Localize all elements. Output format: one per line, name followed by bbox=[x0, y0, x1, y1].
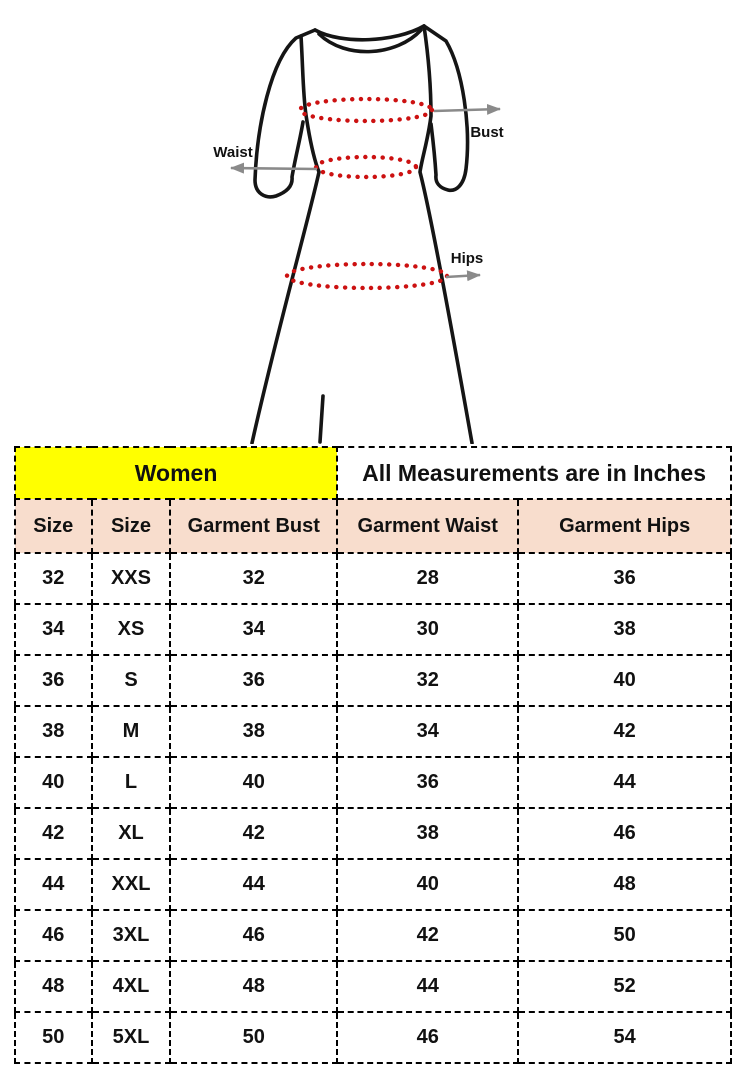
hips-label: Hips bbox=[450, 250, 484, 267]
cell-garment-bust: 46 bbox=[170, 910, 337, 961]
cell-size-letter: S bbox=[92, 655, 171, 706]
cell-garment-waist: 32 bbox=[337, 655, 518, 706]
units-header-cell: All Measurements are in Inches bbox=[337, 447, 731, 499]
right-body-skirt bbox=[420, 26, 472, 443]
cell-size-number: 42 bbox=[15, 808, 92, 859]
cell-garment-waist: 44 bbox=[337, 961, 518, 1012]
cell-size-letter: XL bbox=[92, 808, 171, 859]
cell-garment-bust: 48 bbox=[170, 961, 337, 1012]
cell-size-number: 40 bbox=[15, 757, 92, 808]
cell-garment-hips: 42 bbox=[518, 706, 731, 757]
cell-garment-waist: 36 bbox=[337, 757, 518, 808]
cell-size-letter: 3XL bbox=[92, 910, 171, 961]
cell-size-number: 38 bbox=[15, 706, 92, 757]
dress-diagram-svg bbox=[0, 0, 746, 444]
size-row bbox=[15, 553, 731, 604]
skirt-slit bbox=[320, 396, 323, 442]
cell-garment-hips: 48 bbox=[518, 859, 731, 910]
cell-size-letter: M bbox=[92, 706, 171, 757]
cell-garment-waist: 40 bbox=[337, 859, 518, 910]
women-header-cell: Women bbox=[15, 447, 337, 499]
column-header-size-number: Size bbox=[15, 499, 92, 553]
cell-garment-bust: 40 bbox=[170, 757, 337, 808]
cell-garment-hips: 40 bbox=[518, 655, 731, 706]
hips-measure-line bbox=[287, 264, 447, 288]
cell-garment-hips: 52 bbox=[518, 961, 731, 1012]
size-row bbox=[15, 604, 731, 655]
cell-size-letter: XXS bbox=[92, 553, 171, 604]
bust-measure-line bbox=[300, 99, 432, 121]
cell-size-number: 48 bbox=[15, 961, 92, 1012]
dress-outline bbox=[252, 26, 472, 443]
cell-size-letter: L bbox=[92, 757, 171, 808]
size-chart-table bbox=[14, 446, 732, 1064]
cell-garment-bust: 50 bbox=[170, 1012, 337, 1063]
size-row bbox=[15, 655, 731, 706]
cell-garment-waist: 30 bbox=[337, 604, 518, 655]
size-row bbox=[15, 706, 731, 757]
left-body-skirt bbox=[252, 36, 319, 443]
size-row bbox=[15, 808, 731, 859]
waist-measure-line bbox=[316, 157, 416, 177]
cell-garment-bust: 36 bbox=[170, 655, 337, 706]
cell-size-number: 50 bbox=[15, 1012, 92, 1063]
cell-garment-bust: 44 bbox=[170, 859, 337, 910]
cell-garment-waist: 46 bbox=[337, 1012, 518, 1063]
cell-size-letter: 5XL bbox=[92, 1012, 171, 1063]
cell-size-letter: XXL bbox=[92, 859, 171, 910]
cell-garment-waist: 38 bbox=[337, 808, 518, 859]
column-header-garment-hips: Garment Hips bbox=[518, 499, 731, 553]
cell-size-number: 34 bbox=[15, 604, 92, 655]
cell-size-number: 36 bbox=[15, 655, 92, 706]
measurement-diagram bbox=[0, 0, 746, 444]
cell-garment-waist: 34 bbox=[337, 706, 518, 757]
cell-size-number: 44 bbox=[15, 859, 92, 910]
waist-arrow bbox=[231, 168, 317, 169]
neckline-outer bbox=[315, 26, 424, 40]
bust-arrow bbox=[434, 109, 500, 111]
column-header-row bbox=[15, 499, 731, 553]
cell-garment-hips: 46 bbox=[518, 808, 731, 859]
cell-size-number: 46 bbox=[15, 910, 92, 961]
column-header-size-letter: Size bbox=[92, 499, 171, 553]
cell-garment-hips: 38 bbox=[518, 604, 731, 655]
waist-label: Waist bbox=[213, 144, 253, 161]
size-row bbox=[15, 961, 731, 1012]
cell-garment-bust: 34 bbox=[170, 604, 337, 655]
cell-garment-hips: 44 bbox=[518, 757, 731, 808]
bust-label: Bust bbox=[470, 124, 504, 141]
cell-garment-bust: 38 bbox=[170, 706, 337, 757]
cell-size-letter: 4XL bbox=[92, 961, 171, 1012]
cell-garment-bust: 32 bbox=[170, 553, 337, 604]
size-row bbox=[15, 859, 731, 910]
size-rows bbox=[15, 553, 731, 1063]
cell-garment-hips: 36 bbox=[518, 553, 731, 604]
group-header-row bbox=[15, 447, 731, 499]
size-row bbox=[15, 1012, 731, 1063]
column-header-garment-waist: Garment Waist bbox=[337, 499, 518, 553]
cell-size-letter: XS bbox=[92, 604, 171, 655]
cell-garment-hips: 54 bbox=[518, 1012, 731, 1063]
cell-garment-waist: 42 bbox=[337, 910, 518, 961]
size-row bbox=[15, 757, 731, 808]
hips-arrow bbox=[446, 275, 480, 277]
size-row bbox=[15, 910, 731, 961]
cell-garment-waist: 28 bbox=[337, 553, 518, 604]
cell-garment-bust: 42 bbox=[170, 808, 337, 859]
cell-garment-hips: 50 bbox=[518, 910, 731, 961]
column-header-garment-bust: Garment Bust bbox=[170, 499, 337, 553]
cell-size-number: 32 bbox=[15, 553, 92, 604]
